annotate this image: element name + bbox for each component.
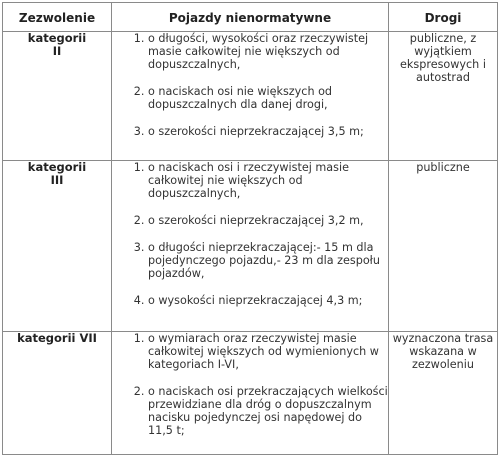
permits-table (2, 2, 498, 455)
list-item: 1. o długości, wysokości oraz rzeczywistej masie całkowitej nie większych od dopuszczalnych, (148, 32, 388, 71)
roads-cell: publiczne, z wyjątkiem ekspresowych i autostrad (389, 32, 498, 161)
table-row (3, 332, 498, 455)
category-label: kategorii (27, 160, 87, 174)
list-item: 4. o wysokości nieprzekraczającej 4,3 m; (148, 294, 388, 307)
vehicles-cell (112, 332, 389, 455)
category-label: kategorii (27, 31, 87, 45)
category-numeral: II (52, 44, 62, 58)
list-item: 1. o wymiarach oraz rzeczywistej masie całkowitej większych od wymienionych w kategoriach I-VI, (148, 332, 388, 371)
header-vehicles: Pojazdy nienormatywne (112, 3, 389, 32)
table-row (3, 161, 498, 332)
category-label: kategorii VII (17, 331, 97, 345)
list-item: 2. o naciskach osi przekraczających wielkości przewidziane dla dróg o dopuszczalnym nacisku pojedynczej osi napędowej do 11,5 t; (148, 385, 388, 437)
list-item: 1. o naciskach osi i rzeczywistej masie całkowitej nie większych od dopuszczalnych, (148, 161, 388, 200)
category-cell (3, 332, 112, 455)
table-row (3, 32, 498, 161)
list-item: 3. o długości nieprzekraczającej:- 15 m dla pojedynczego pojazdu,- 23 m dla zespołu pojazdów, (148, 241, 388, 280)
vehicles-cell (112, 32, 389, 161)
roads-cell: publiczne (389, 161, 498, 332)
header-permit: Zezwolenie (3, 3, 112, 32)
list-item: 3. o szerokości nieprzekraczającej 3,5 m; (148, 125, 388, 138)
category-numeral: III (50, 173, 64, 187)
header-roads: Drogi (389, 3, 498, 32)
table-header-row (3, 3, 498, 32)
vehicle-conditions-list (112, 32, 388, 138)
category-cell (3, 161, 112, 332)
category-cell (3, 32, 112, 161)
vehicle-conditions-list (112, 161, 388, 307)
vehicle-conditions-list (112, 332, 388, 437)
roads-cell: wyznaczona trasa wskazana w zezwoleniu (389, 332, 498, 455)
vehicles-cell (112, 161, 389, 332)
list-item: 2. o naciskach osi nie większych od dopuszczalnych dla danej drogi, (148, 85, 388, 111)
list-item: 2. o szerokości nieprzekraczającej 3,2 m, (148, 214, 388, 227)
